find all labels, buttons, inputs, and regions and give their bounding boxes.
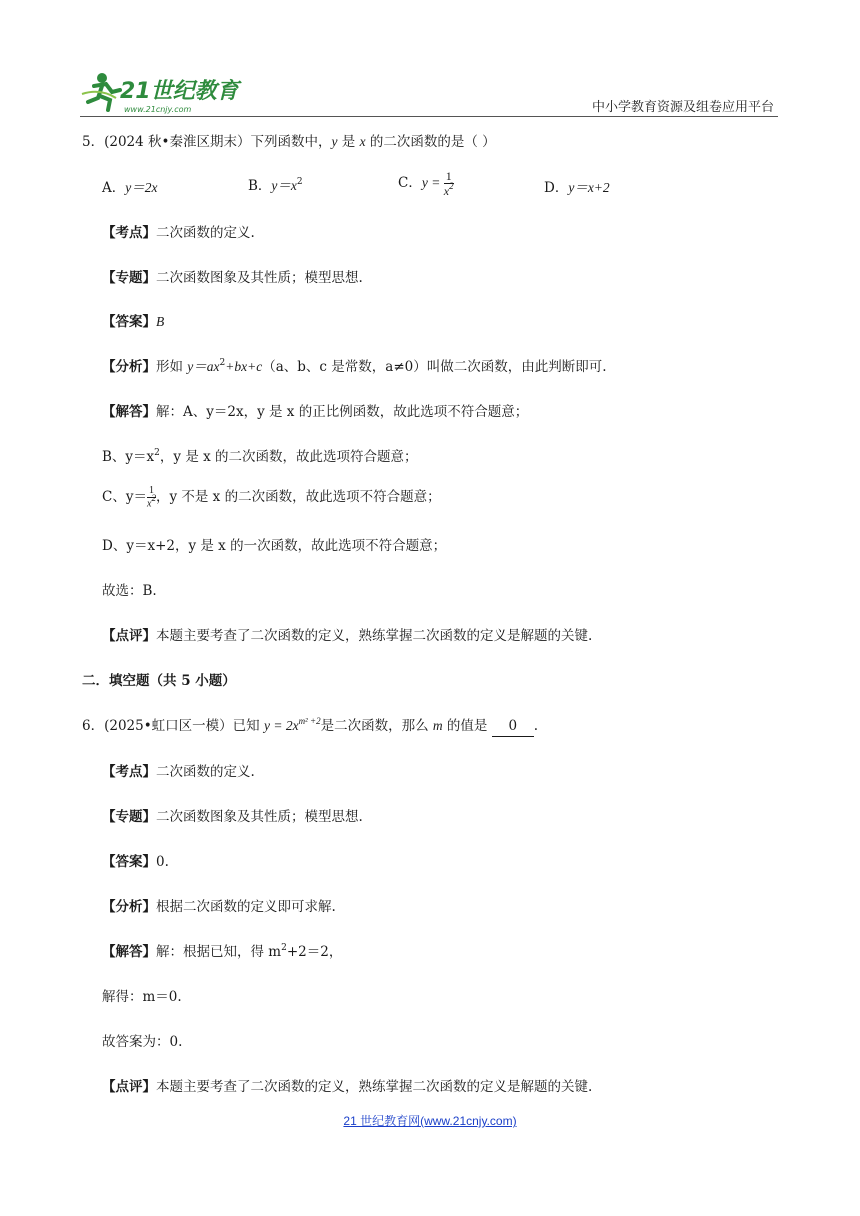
q6-answer: 【答案】0. — [102, 854, 169, 870]
answer-blank: 0 — [492, 716, 534, 737]
q6-solve-1: 【解答】解：根据已知，得 $m^2+2=2$， — [102, 942, 343, 960]
q5-stem: 5．(2024 秋•秦淮区期末）下列函数中，y 是 x 的二次函数的是（ ） — [82, 134, 496, 150]
q6-solve-3: 故答案为：0. — [102, 1034, 183, 1050]
q5-comment: 【点评】本题主要考查了二次函数的定义，熟练掌握二次函数的定义是解题的关键. — [102, 628, 593, 644]
header-divider — [80, 116, 778, 117]
q5-option-d: D．y＝x+2 — [544, 180, 610, 196]
logo-text: 21世纪教育 — [120, 79, 239, 104]
q6-solve-2: 解得：m＝0. — [102, 989, 182, 1005]
q5-kaodian: 【考点】二次函数的定义. — [102, 225, 255, 241]
q6-zhuanti: 【专题】二次函数图象及其性质；模型思想. — [102, 809, 363, 825]
platform-title: 中小学教育资源及组卷应用平台 — [591, 100, 774, 115]
fraction: $\frac{1}{x^2}$ — [443, 169, 454, 198]
q5-solve-4: D、y＝x+2，y 是 x 的一次函数，故此选项不符合题意； — [102, 538, 447, 554]
q5-option-c: C．y = $\frac{1}{x^2}$ — [398, 169, 454, 198]
q6-stem: 6．(2025•虹口区一模）已知 $y = 2x^{m^2 +2}$是二次函数，那么 m 的值是 0 . — [82, 716, 538, 737]
q5-choose: 故选：B. — [102, 583, 157, 599]
fraction: $\frac{1}{x^2}$ — [146, 485, 156, 510]
q6-analysis: 【分析】根据二次函数的定义即可求解. — [102, 899, 336, 915]
site-logo — [80, 68, 252, 116]
q5-solve-3: C、y＝ $\frac{1}{x^2}$ ，y 不是 x 的二次函数，故此选项不符合题意； — [102, 485, 441, 510]
q5-option-a: A．y＝2x — [102, 180, 158, 196]
footer-link[interactable]: 21 世纪教育网(www.21cnjy.com) — [343, 1114, 517, 1128]
q5-analysis: 【分析】形如 $y=ax^2+bx+c(a$、b、c 是常数，a≠0）叫做二次函数，由此判断即可. — [102, 357, 607, 375]
q5-answer: 【答案】B — [102, 314, 165, 330]
q5-solve-1: 【解答】解：A、y＝2x，y 是 x 的正比例函数，故此选项不符合题意； — [102, 404, 529, 420]
q5-zhuanti: 【专题】二次函数图象及其性质；模型思想. — [102, 270, 363, 286]
q6-comment: 【点评】本题主要考查了二次函数的定义，熟练掌握二次函数的定义是解题的关键. — [102, 1079, 593, 1095]
q6-kaodian: 【考点】二次函数的定义. — [102, 764, 255, 780]
section-title: 二．填空题（共 5 小题） — [82, 673, 236, 689]
q5-option-b: B．$y=x^2$ — [248, 176, 303, 194]
q5-solve-2: B、$y=x^2$，y 是 x 的二次函数，故此选项符合题意； — [102, 447, 418, 465]
logo-url: www.21cnjy.com — [124, 105, 192, 114]
